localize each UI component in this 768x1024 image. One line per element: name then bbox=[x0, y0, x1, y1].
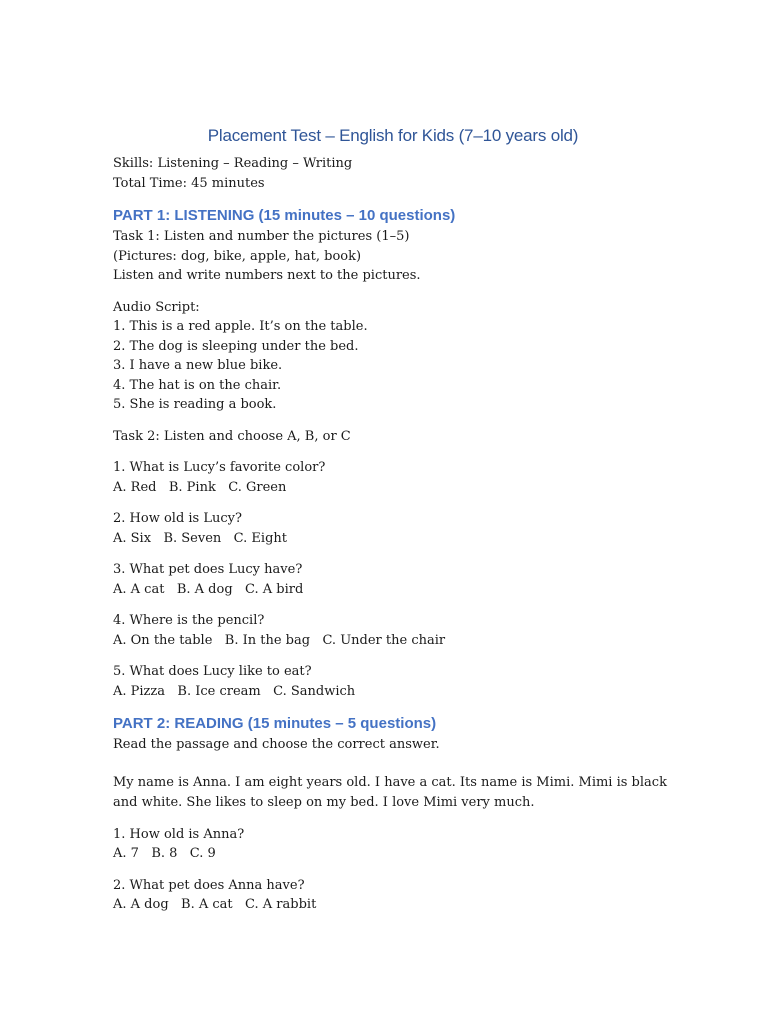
audio-script-line: 4. The hat is on the chair. bbox=[113, 377, 282, 393]
part2-heading: PART 2: READING (15 minutes – 5 questions) bbox=[113, 715, 437, 732]
total-time-line: Total Time: 45 minutes bbox=[113, 175, 265, 191]
part1-heading: PART 1: LISTENING (15 minutes – 10 questions) bbox=[113, 207, 456, 224]
task1-instruction: Listen and write numbers next to the pictures. bbox=[113, 268, 421, 283]
question-options: A. Six B. Seven C. Eight bbox=[113, 530, 287, 546]
question-options: A. 7 B. 8 C. 9 bbox=[113, 846, 216, 861]
document-page bbox=[113, 124, 673, 915]
audio-script-line: 3. I have a new blue bike. bbox=[113, 358, 283, 373]
question-text: 1. How old is Anna? bbox=[113, 826, 245, 842]
audio-script-label: Audio Script: bbox=[113, 299, 200, 315]
question-options: A. A cat B. A dog C. A bird bbox=[113, 581, 304, 597]
audio-script-line: 5. She is reading a book. bbox=[113, 397, 277, 412]
question-text: 2. What pet does Anna have? bbox=[113, 877, 305, 893]
audio-script-line: 2. The dog is sleeping under the bed. bbox=[113, 338, 359, 354]
question-options: A. A dog B. A cat C. A rabbit bbox=[113, 897, 317, 912]
question-options: A. On the table B. In the bag C. Under the chair bbox=[113, 632, 446, 648]
task1-pictures: (Pictures: dog, bike, apple, hat, book) bbox=[113, 248, 362, 264]
question-text: 1. What is Lucy’s favorite color? bbox=[113, 460, 326, 475]
task2-title: Task 2: Listen and choose A, B, or C bbox=[113, 428, 351, 444]
skills-line: Skills: Listening – Reading – Writing bbox=[113, 156, 353, 171]
question-options: A. Red B. Pink C. Green bbox=[113, 479, 287, 495]
audio-script-line: 1. This is a red apple. It’s on the table. bbox=[113, 319, 368, 334]
question-options: A. Pizza B. Ice cream C. Sandwich bbox=[113, 683, 356, 699]
question-text: 3. What pet does Lucy have? bbox=[113, 562, 303, 577]
document-title: Placement Test – English for Kids (7–10 years old) bbox=[207, 126, 579, 145]
question-text: 2. How old is Lucy? bbox=[113, 511, 242, 526]
task1-title: Task 1: Listen and number the pictures (1–5) bbox=[113, 229, 410, 244]
reading-passage: My name is Anna. I am eight years old. I have a cat. Its name is Mimi. Mimi is black and white. She likes to sleep on my bed. I love Mimi very much. bbox=[113, 774, 667, 810]
reading-instruction: Read the passage and choose the correct answer. bbox=[113, 737, 440, 752]
question-text: 4. Where is the pencil? bbox=[113, 613, 265, 628]
question-text: 5. What does Lucy like to eat? bbox=[113, 664, 312, 679]
